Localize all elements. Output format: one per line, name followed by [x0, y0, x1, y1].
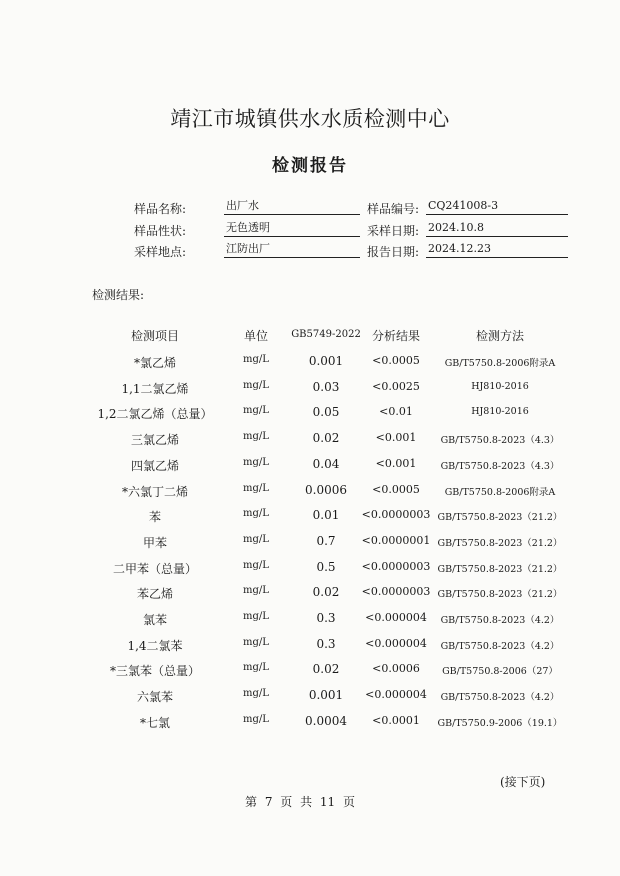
- sample-no-value: CQ241008-3: [426, 199, 568, 215]
- cell-standard: 0.5: [316, 559, 336, 574]
- cell-item: *氯乙烯: [133, 356, 176, 370]
- sample-property-value: 无色透明: [224, 221, 360, 237]
- cell-method: GB/T5750.8-2023（21.2）: [437, 537, 563, 549]
- cell-method: GB/T5750.8-2023（4.3）: [440, 460, 560, 472]
- cell-item: *六氯丁二烯: [121, 484, 188, 499]
- cell-item: 甲苯: [142, 535, 167, 550]
- cell-standard: 0.7: [316, 533, 336, 548]
- cell-standard: 0.04: [312, 456, 340, 471]
- sampling-date-label: 采样日期:: [366, 224, 419, 238]
- report-subtitle: 检测报告: [272, 156, 348, 176]
- results-label: 检测结果:: [92, 288, 145, 302]
- cell-method: GB/T5750.8-2023（21.2）: [437, 563, 563, 575]
- cell-standard: 0.01: [312, 508, 340, 523]
- cell-item: 苯: [148, 510, 161, 525]
- cell-standard: 0.03: [312, 379, 340, 394]
- sample-property-label: 样品性状:: [133, 224, 186, 238]
- cell-unit: mg/L: [243, 405, 269, 417]
- cell-result: <0.000004: [365, 688, 427, 702]
- cell-standard: 0.3: [316, 611, 336, 625]
- sample-name-value: 出厂水: [224, 199, 360, 215]
- cell-item: 苯乙烯: [136, 587, 173, 602]
- cell-standard: 0.05: [312, 405, 340, 420]
- page-footer: 第 7 页 共 11 页: [245, 795, 355, 809]
- cell-result: <0.0000003: [361, 508, 431, 522]
- cell-unit: mg/L: [243, 611, 269, 622]
- report-date-label: 报告日期:: [366, 245, 419, 259]
- cell-item: 二甲苯（总量）: [112, 561, 197, 576]
- cell-result: <0.0000003: [361, 585, 431, 599]
- col-header-unit: 单位: [243, 329, 268, 343]
- sampling-site-label: 采样地点:: [133, 245, 186, 259]
- cell-unit: mg/L: [243, 482, 269, 494]
- cell-standard: 0.0004: [305, 713, 347, 728]
- sampling-date-value: 2024.10.8: [426, 221, 568, 237]
- cell-standard: 0.02: [312, 585, 340, 600]
- cell-unit: mg/L: [243, 456, 269, 468]
- cell-standard: 0.02: [312, 662, 340, 677]
- cell-result: <0.000004: [365, 636, 427, 650]
- cell-method: GB/T5750.9-2006（19.1）: [437, 717, 563, 729]
- cell-method: GB/T5750.8-2023（4.2）: [440, 640, 560, 652]
- cell-item: *三氯苯（总量）: [109, 664, 200, 679]
- cell-item: 1,1二氯乙烯: [121, 381, 189, 396]
- cell-result: <0.0025: [372, 379, 420, 393]
- report-date-value: 2024.12.23: [426, 242, 568, 258]
- cell-item: 1,2二氯乙烯（总量）: [97, 407, 213, 422]
- cell-unit: mg/L: [243, 662, 269, 674]
- cell-item: 三氯乙烯: [130, 433, 179, 448]
- cell-method: GB/T5750.8-2006（27）: [442, 666, 558, 678]
- cell-method: GB/T5750.8-2023（21.2）: [437, 589, 563, 601]
- report-title: 靖江市城镇供水水质检测中心: [170, 107, 450, 131]
- cell-unit: mg/L: [243, 379, 269, 391]
- cell-unit: mg/L: [243, 431, 269, 443]
- cell-unit: mg/L: [243, 354, 269, 365]
- cell-result: <0.001: [375, 431, 417, 445]
- cell-method: GB/T5750.8-2023（21.2）: [437, 512, 563, 524]
- cell-standard: 0.0006: [305, 482, 347, 497]
- sampling-site-value: 江防出厂: [224, 242, 360, 258]
- cell-method: GB/T5750.8-2006附录A: [444, 358, 556, 369]
- cell-result: <0.000004: [365, 611, 427, 624]
- cell-item: 四氯乙烯: [130, 458, 179, 473]
- sample-no-label: 样品编号:: [366, 202, 419, 216]
- cell-result: <0.0000001: [361, 533, 431, 547]
- cell-unit: mg/L: [243, 713, 269, 725]
- cell-item: 六氯苯: [136, 690, 173, 705]
- col-header-method: 检测方法: [475, 329, 524, 343]
- cell-unit: mg/L: [243, 508, 269, 520]
- cell-unit: mg/L: [243, 559, 269, 571]
- continued-note: (接下页): [500, 775, 546, 789]
- cell-unit: mg/L: [243, 585, 269, 597]
- cell-result: <0.001: [375, 456, 417, 470]
- cell-result: <0.0006: [372, 662, 420, 676]
- cell-standard: 0.3: [316, 636, 336, 651]
- cell-result: <0.01: [379, 405, 413, 419]
- cell-method: GB/T5750.8-2006附录A: [444, 486, 556, 498]
- cell-standard: 0.001: [308, 688, 344, 703]
- cell-unit: mg/L: [243, 533, 269, 545]
- cell-item: 1,4二氯苯: [127, 638, 183, 653]
- col-header-standard: GB5749-2022: [291, 329, 361, 340]
- cell-result: <0.0005: [372, 354, 420, 367]
- cell-method: GB/T5750.8-2023（4.3）: [440, 435, 560, 447]
- cell-method: GB/T5750.8-2023（4.2）: [440, 692, 560, 704]
- cell-item: *七氯: [139, 715, 170, 730]
- col-header-item: 检测项目: [130, 329, 179, 343]
- cell-standard: 0.02: [312, 431, 340, 446]
- cell-result: <0.0005: [372, 482, 420, 496]
- cell-method: GB/T5750.8-2023（4.2）: [440, 615, 560, 626]
- cell-result: <0.0001: [372, 713, 420, 727]
- col-header-result: 分析结果: [371, 329, 420, 343]
- cell-standard: 0.001: [308, 354, 344, 368]
- cell-method: HJ810-2016: [471, 380, 529, 392]
- cell-unit: mg/L: [243, 688, 269, 700]
- sample-name-label: 样品名称:: [133, 202, 186, 216]
- cell-item: 氯苯: [142, 613, 167, 627]
- cell-unit: mg/L: [243, 636, 269, 648]
- cell-method: HJ810-2016: [471, 406, 529, 418]
- cell-result: <0.0000003: [361, 559, 431, 573]
